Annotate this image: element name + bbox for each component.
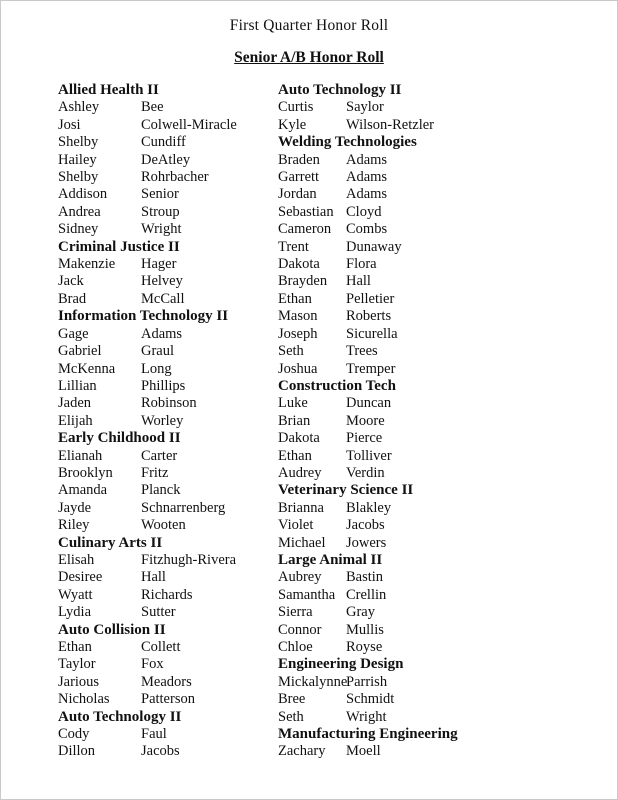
student-last-name: Hall [141,569,166,586]
student-first-name: Aubrey [278,569,322,586]
student-row [58,726,278,743]
student-last-name: Richards [141,586,193,603]
student-last-name: Rohrbacher [141,169,209,186]
student-last-name: Worley [141,412,184,429]
student-row [278,743,578,760]
student-row [278,709,578,726]
student-last-name: Duncan [346,395,392,412]
student-first-name: Luke [278,395,308,412]
student-first-name: Sierra [278,604,313,621]
section-heading: Early Childhood II [58,430,181,447]
student-last-name: Moore [346,412,385,429]
student-first-name: Brayden [278,273,328,290]
student-first-name: Ashley [58,99,100,116]
student-row [278,604,578,621]
student-first-name: Violet [278,517,314,534]
student-first-name: Audrey [278,464,322,481]
left-column [58,82,278,761]
student-first-name: Jack [58,273,84,290]
student-first-name: Ethan [278,447,312,464]
student-first-name: Amanda [58,482,108,499]
student-row [58,587,278,604]
student-last-name: Wooten [141,517,186,534]
student-row [58,691,278,708]
student-last-name: Meadors [141,673,192,690]
student-first-name: Jayde [58,499,92,516]
student-last-name: Blakley [346,499,392,516]
student-first-name: Cameron [278,221,332,238]
student-last-name: Jacobs [141,743,180,760]
student-row [278,239,578,256]
student-first-name: Sebastian [278,203,334,220]
student-last-name: Colwell-Miracle [141,116,237,133]
student-row [278,186,578,203]
student-row [58,99,278,116]
student-row [278,691,578,708]
student-first-name: Josi [58,116,81,133]
student-first-name: Kyle [278,116,307,133]
student-row [278,587,578,604]
student-first-name: Elijah [58,412,93,429]
student-row [278,569,578,586]
student-row [58,152,278,169]
section-heading: Criminal Justice II [58,238,180,255]
student-last-name: Fox [141,656,164,673]
student-first-name: Lillian [58,377,97,394]
student-row [278,674,578,691]
student-first-name: Elianah [58,447,103,464]
student-first-name: Desiree [58,569,103,586]
student-last-name: Adams [346,169,388,186]
student-row [278,117,578,134]
student-last-name: Hager [141,256,177,273]
student-first-name: Curtis [278,99,314,116]
student-last-name: McCall [141,290,185,307]
student-last-name: Parrish [346,673,388,690]
student-first-name: Brian [278,412,311,429]
student-last-name: Adams [346,151,388,168]
student-row [278,256,578,273]
student-first-name: Dakota [278,256,320,273]
student-first-name: Brianna [278,499,324,516]
student-first-name: Jarious [58,673,100,690]
student-last-name: Fritz [141,464,169,481]
student-first-name: Elisah [58,551,95,568]
student-last-name: Planck [141,482,181,499]
student-row [58,395,278,412]
student-first-name: Dakota [278,430,320,447]
student-first-name: Connor [278,621,322,638]
student-last-name: Jowers [346,534,387,551]
student-last-name: Wilson-Retzler [346,116,434,133]
student-last-name: Pierce [346,430,383,447]
student-first-name: Garrett [278,169,320,186]
student-row [58,186,278,203]
student-last-name: Tolliver [346,447,392,464]
student-last-name: Wright [141,221,182,238]
student-last-name: Phillips [141,377,186,394]
student-last-name: Bee [141,99,164,116]
student-last-name: Cloyd [346,203,382,220]
student-last-name: Saylor [346,99,384,116]
student-first-name: Jordan [278,186,317,203]
student-row [278,326,578,343]
student-row [58,604,278,621]
student-first-name: Mason [278,308,318,325]
student-first-name: Hailey [58,151,97,168]
student-row [278,395,578,412]
student-first-name: Braden [278,151,320,168]
student-first-name: Jaden [58,395,92,412]
student-row [278,343,578,360]
student-row [58,656,278,673]
student-first-name: Ethan [278,290,312,307]
section-heading: Information Technology II [58,308,229,325]
student-first-name: Trent [278,238,309,255]
page-subtitle: Senior A/B Honor Roll [234,49,384,66]
student-row [58,448,278,465]
student-row [58,134,278,151]
student-last-name: Flora [346,256,377,273]
student-first-name: Taylor [58,656,96,673]
student-row [278,152,578,169]
student-row [278,169,578,186]
student-row [58,500,278,517]
student-last-name: Wright [346,708,387,725]
student-row [58,256,278,273]
student-row [278,465,578,482]
student-row [58,117,278,134]
section-heading: Manufacturing Engineering [278,726,458,743]
student-last-name: Senior [141,186,179,203]
student-first-name: Chloe [278,639,313,655]
student-first-name: Seth [278,708,304,725]
student-row [278,99,578,116]
student-first-name: Wyatt [58,586,93,603]
student-row [58,743,278,760]
student-first-name: Zachary [278,743,326,760]
student-row [278,622,578,639]
right-column [278,82,578,761]
student-last-name: Bastin [346,569,384,586]
student-row [58,221,278,238]
student-row [278,413,578,430]
student-first-name: Brad [58,290,87,307]
student-first-name: Riley [58,517,90,534]
student-row [58,273,278,290]
section-heading: Culinary Arts II [58,534,163,551]
student-row [58,413,278,430]
student-first-name: Gabriel [58,343,102,360]
student-last-name: Robinson [141,395,197,412]
student-first-name: Makenzie [58,256,116,273]
student-row [278,517,578,534]
student-last-name: DeAtley [141,151,191,168]
section-heading: Auto Technology II [278,82,402,98]
student-last-name: Adams [346,186,388,203]
student-row [58,674,278,691]
student-row [58,482,278,499]
student-row [278,639,578,656]
student-row [58,326,278,343]
student-last-name: Verdin [346,464,385,481]
student-row [58,569,278,586]
student-row [278,204,578,221]
student-first-name: Cody [58,726,90,743]
student-first-name: Andrea [58,203,101,220]
student-row [278,308,578,325]
student-last-name: Stroup [141,203,180,220]
student-first-name: Gage [58,325,89,342]
section-heading: Allied Health II [58,82,159,98]
student-row [58,204,278,221]
student-first-name: Shelby [58,169,99,186]
student-first-name: Brooklyn [58,464,113,481]
student-first-name: McKenna [58,360,116,377]
student-row [278,361,578,378]
section-heading: Auto Collision II [58,621,166,638]
student-last-name: Crellin [346,586,387,603]
student-last-name: Combs [346,221,388,238]
student-last-name: Sicurella [346,325,398,342]
student-last-name: Dunaway [346,238,402,255]
student-first-name: Sidney [58,221,99,238]
student-row [278,221,578,238]
student-row [278,535,578,552]
student-last-name: Royse [346,639,383,655]
student-first-name: Nicholas [58,691,110,708]
student-row [58,517,278,534]
student-last-name: Cundiff [141,134,186,151]
section-heading: Large Animal II [278,551,383,568]
student-row [278,273,578,290]
document-page [1,1,617,799]
section-heading: Welding Technologies [278,134,417,151]
student-row [58,639,278,656]
student-last-name: Sutter [141,604,176,621]
student-first-name: Bree [278,691,306,708]
honor-roll-columns [1,82,617,761]
student-last-name: Patterson [141,691,195,708]
student-last-name: Jacobs [346,517,385,534]
student-last-name: Carter [141,447,178,464]
student-first-name: Shelby [58,134,99,151]
student-last-name: Hall [346,273,371,290]
student-row [278,291,578,308]
student-first-name: Lydia [58,604,92,621]
student-last-name: Schnarrenberg [141,499,226,516]
student-first-name: Ethan [58,639,92,655]
student-row [58,291,278,308]
page-title: First Quarter Honor Roll [229,17,389,34]
student-row [58,361,278,378]
section-heading: Veterinary Science II [278,482,414,499]
student-row [58,343,278,360]
student-first-name: Michael [278,534,326,551]
student-row [278,430,578,447]
student-row [58,552,278,569]
student-last-name: Fitzhugh-Rivera [141,551,237,568]
student-last-name: Trees [346,343,378,360]
student-row [58,378,278,395]
student-last-name: Collett [141,639,181,655]
student-first-name: Samantha [278,586,336,603]
section-heading: Engineering Design [278,656,404,673]
student-row [58,169,278,186]
section-heading: Auto Technology II [58,708,182,725]
student-last-name: Roberts [346,308,392,325]
student-last-name: Faul [141,726,167,743]
student-last-name: Adams [141,325,183,342]
student-first-name: Mickalynne [278,673,348,690]
student-last-name: Pelletier [346,290,395,307]
student-last-name: Moell [346,743,381,760]
student-last-name: Gray [346,604,375,621]
student-last-name: Schmidt [346,691,395,708]
student-first-name: Joshua [278,360,318,377]
student-last-name: Mullis [346,621,384,638]
section-heading: Construction Tech [278,377,396,394]
student-first-name: Joseph [278,325,318,342]
student-row [58,465,278,482]
student-first-name: Dillon [58,743,96,760]
student-row [278,448,578,465]
student-last-name: Tremper [346,360,396,377]
student-last-name: Graul [141,343,175,360]
student-first-name: Seth [278,343,304,360]
student-first-name: Addison [58,186,108,203]
student-row [278,500,578,517]
student-last-name: Helvey [141,273,183,290]
student-last-name: Long [141,360,172,377]
